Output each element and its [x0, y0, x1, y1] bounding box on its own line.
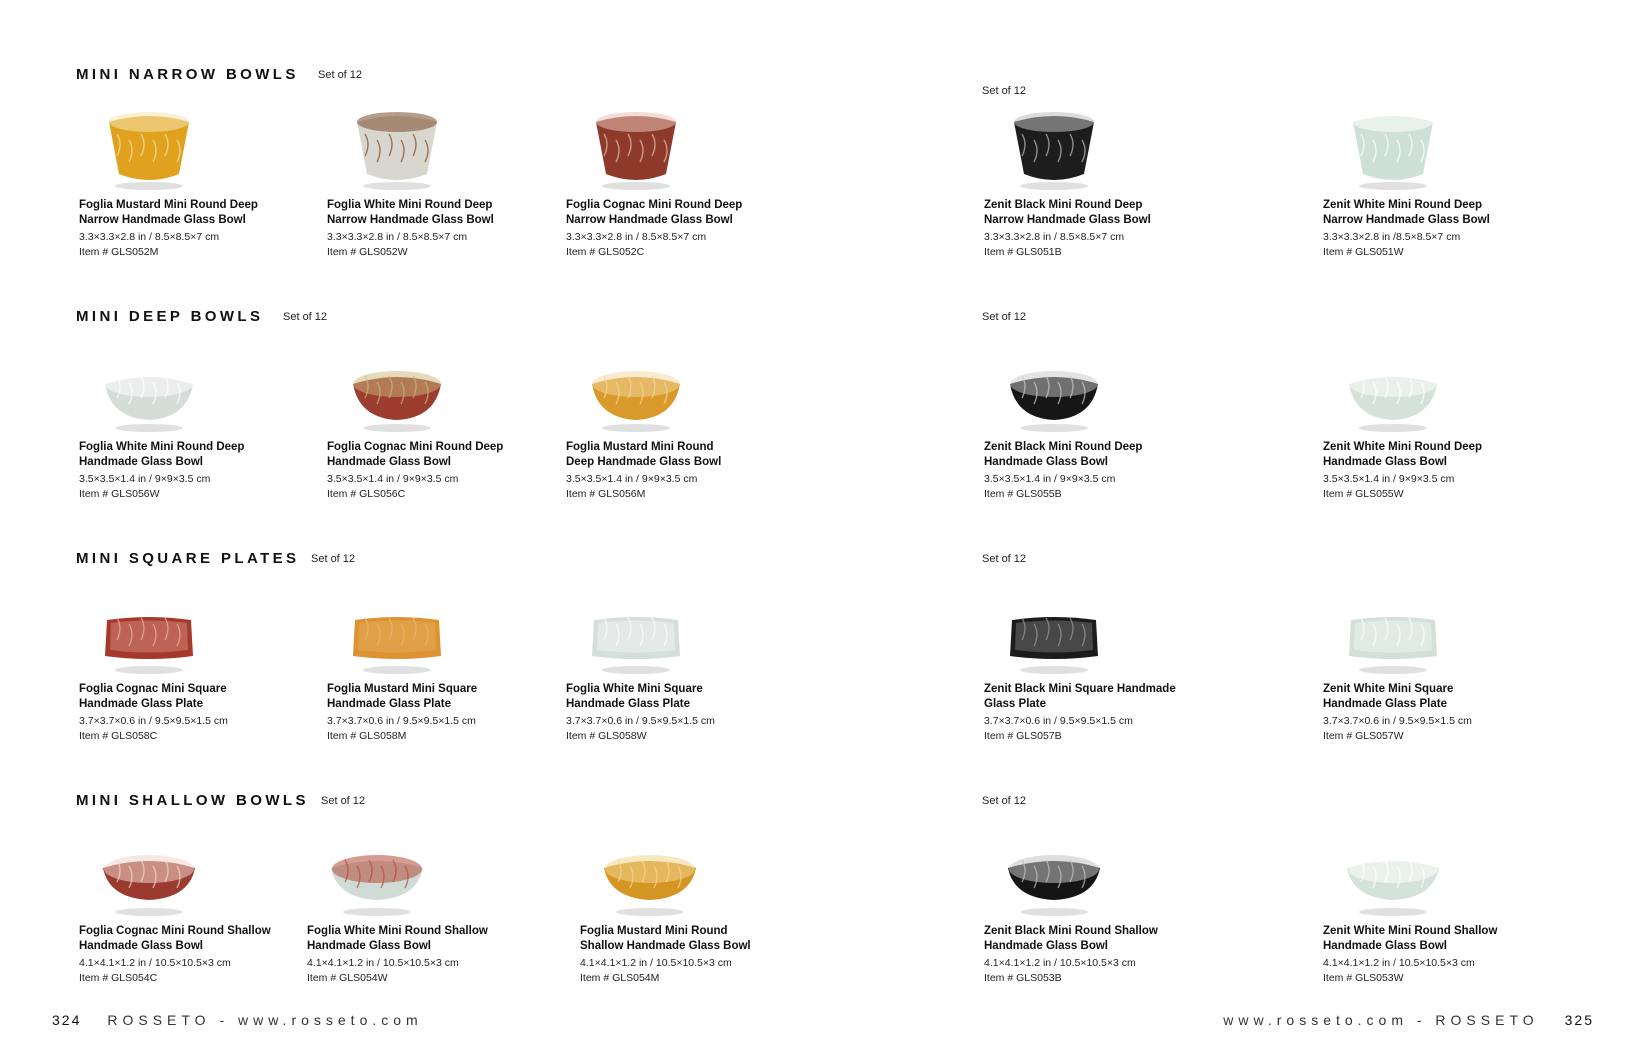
product-photo — [347, 106, 447, 192]
product-item-number: Item # GLS051B — [984, 246, 1062, 258]
product-card[interactable] — [1323, 348, 1533, 502]
product-dimensions: 3.3×3.3×2.8 in / 8.5×8.5×7 cm — [327, 231, 468, 243]
product-dimensions: 3.3×3.3×2.8 in / 8.5×8.5×7 cm — [79, 231, 220, 243]
product-item-number: Item # GLS054C — [79, 972, 158, 984]
footer-left — [52, 1012, 423, 1028]
product-name: Foglia Mustard Mini Round — [580, 925, 728, 937]
product-photo — [1343, 106, 1443, 192]
product-thumbnail[interactable] — [586, 590, 686, 676]
product-name-line2: Narrow Handmade Glass Bowl — [327, 214, 494, 226]
product-thumbnail[interactable] — [1343, 348, 1443, 434]
product-name-line2: Handmade Glass Bowl — [79, 456, 203, 468]
product-thumbnail[interactable] — [1343, 832, 1443, 918]
product-card[interactable] — [327, 106, 537, 260]
product-item-number: Item # GLS056M — [566, 488, 646, 500]
product-card[interactable] — [1323, 590, 1533, 744]
product-photo — [347, 590, 447, 676]
product-photo — [586, 590, 686, 676]
set-label-left: Set of 12 — [321, 795, 366, 807]
product-dimensions: 3.7×3.7×0.6 in / 9.5×9.5×1.5 cm — [327, 715, 476, 727]
product-card[interactable] — [79, 106, 289, 260]
product-dimensions: 3.3×3.3×2.8 in / 8.5×8.5×7 cm — [984, 231, 1125, 243]
product-name: Zenit White Mini Round Deep — [1323, 441, 1483, 453]
product-card[interactable] — [984, 106, 1194, 260]
product-photo — [1004, 106, 1104, 192]
product-photo — [1343, 832, 1443, 918]
set-label-right: Set of 12 — [982, 553, 1027, 565]
product-thumbnail[interactable] — [600, 832, 700, 918]
product-thumbnail[interactable] — [1004, 106, 1104, 192]
product-name-line2: Narrow Handmade Glass Bowl — [1323, 214, 1490, 226]
product-thumbnail[interactable] — [99, 832, 199, 918]
product-card[interactable] — [307, 832, 517, 986]
product-card[interactable] — [1323, 106, 1533, 260]
footer-right — [1223, 1012, 1594, 1028]
section-title: MINI SQUARE PLATES — [76, 550, 300, 567]
product-thumbnail[interactable] — [327, 832, 427, 918]
product-card[interactable] — [327, 590, 537, 744]
section-title: MINI DEEP BOWLS — [76, 308, 264, 325]
product-name: Zenit Black Mini Round Deep — [984, 199, 1143, 211]
product-name-line2: Handmade Glass Bowl — [79, 940, 203, 952]
product-name: Zenit Black Mini Round Deep — [984, 441, 1143, 453]
section-title: MINI NARROW BOWLS — [76, 66, 299, 83]
product-photo — [1004, 832, 1104, 918]
product-name-line2: Narrow Handmade Glass Bowl — [984, 214, 1151, 226]
product-card[interactable] — [79, 832, 289, 986]
product-photo — [1004, 348, 1104, 434]
product-name: Zenit Black Mini Square Handmade — [984, 683, 1176, 695]
product-photo — [600, 832, 700, 918]
product-dimensions: 3.7×3.7×0.6 in / 9.5×9.5×1.5 cm — [566, 715, 715, 727]
product-name-line2: Handmade Glass Plate — [327, 698, 451, 710]
product-dimensions: 4.1×4.1×1.2 in / 10.5×10.5×3 cm — [1323, 957, 1475, 969]
product-thumbnail[interactable] — [99, 106, 199, 192]
product-item-number: Item # GLS055W — [1323, 488, 1404, 500]
product-name-line2: Handmade Glass Bowl — [327, 456, 451, 468]
product-name-line2: Handmade Glass Plate — [566, 698, 690, 710]
product-photo — [1004, 590, 1104, 676]
product-card[interactable] — [566, 348, 776, 502]
product-name-line2: Narrow Handmade Glass Bowl — [566, 214, 733, 226]
product-name: Foglia White Mini Round Deep — [327, 199, 493, 211]
product-name: Foglia Mustard Mini Round Deep — [79, 199, 258, 211]
set-label-left: Set of 12 — [283, 311, 328, 323]
set-label-right: Set of 12 — [982, 795, 1027, 807]
product-name: Foglia White Mini Round Shallow — [307, 925, 488, 937]
product-item-number: Item # GLS052C — [566, 246, 645, 258]
product-item-number: Item # GLS054W — [307, 972, 388, 984]
footer-brand-left: ROSSETO - www.rosseto.com — [107, 1012, 423, 1028]
product-card[interactable] — [984, 590, 1194, 744]
product-thumbnail[interactable] — [1004, 832, 1104, 918]
product-photo — [586, 106, 686, 192]
product-dimensions: 3.5×3.5×1.4 in / 9×9×3.5 cm — [79, 473, 211, 485]
page-number-right: 325 — [1564, 1012, 1594, 1028]
set-label-left: Set of 12 — [311, 553, 356, 565]
product-name-line2: Handmade Glass Bowl — [1323, 940, 1447, 952]
product-thumbnail[interactable] — [1004, 590, 1104, 676]
product-item-number: Item # GLS051W — [1323, 246, 1404, 258]
product-card[interactable] — [1323, 832, 1533, 986]
product-photo — [347, 348, 447, 434]
product-thumbnail[interactable] — [347, 590, 447, 676]
product-item-number: Item # GLS057B — [984, 730, 1062, 742]
product-name-line2: Handmade Glass Plate — [1323, 698, 1447, 710]
product-name-line2: Deep Handmade Glass Bowl — [566, 456, 722, 468]
product-dimensions: 3.5×3.5×1.4 in / 9×9×3.5 cm — [984, 473, 1116, 485]
product-card[interactable] — [79, 348, 289, 502]
product-name: Zenit White Mini Square — [1323, 683, 1454, 695]
product-photo — [1343, 590, 1443, 676]
product-card[interactable] — [984, 348, 1194, 502]
product-photo — [99, 832, 199, 918]
product-item-number: Item # GLS052M — [79, 246, 159, 258]
product-dimensions: 3.3×3.3×2.8 in /8.5×8.5×7 cm — [1323, 231, 1461, 243]
product-dimensions: 3.7×3.7×0.6 in / 9.5×9.5×1.5 cm — [1323, 715, 1472, 727]
product-item-number: Item # GLS052W — [327, 246, 408, 258]
product-dimensions: 3.7×3.7×0.6 in / 9.5×9.5×1.5 cm — [984, 715, 1133, 727]
product-item-number: Item # GLS058C — [79, 730, 158, 742]
product-name: Foglia Cognac Mini Round Deep — [327, 441, 504, 453]
product-name-line2: Shallow Handmade Glass Bowl — [580, 940, 751, 952]
set-label-left: Set of 12 — [318, 69, 363, 81]
product-thumbnail[interactable] — [1004, 348, 1104, 434]
page-number-left: 324 — [52, 1012, 82, 1028]
product-name-line2: Glass Plate — [984, 698, 1047, 710]
product-name: Foglia Mustard Mini Round — [566, 441, 714, 453]
product-name: Foglia White Mini Square — [566, 683, 703, 695]
product-card[interactable] — [566, 106, 776, 260]
section-title: MINI SHALLOW BOWLS — [76, 792, 309, 809]
product-name: Zenit Black Mini Round Shallow — [984, 925, 1158, 937]
product-name-line2: Handmade Glass Bowl — [984, 456, 1108, 468]
product-dimensions: 4.1×4.1×1.2 in / 10.5×10.5×3 cm — [984, 957, 1136, 969]
set-label-right: Set of 12 — [982, 85, 1027, 97]
product-name: Foglia Cognac Mini Round Deep — [566, 199, 743, 211]
product-name: Zenit White Mini Round Shallow — [1323, 925, 1498, 937]
product-photo — [99, 590, 199, 676]
product-item-number: Item # GLS053W — [1323, 972, 1404, 984]
product-item-number: Item # GLS056W — [79, 488, 160, 500]
product-dimensions: 3.5×3.5×1.4 in / 9×9×3.5 cm — [327, 473, 459, 485]
product-photo — [1343, 348, 1443, 434]
product-item-number: Item # GLS053B — [984, 972, 1062, 984]
product-dimensions: 3.7×3.7×0.6 in / 9.5×9.5×1.5 cm — [79, 715, 228, 727]
product-thumbnail[interactable] — [347, 106, 447, 192]
set-label-right: Set of 12 — [982, 311, 1027, 323]
product-item-number: Item # GLS058W — [566, 730, 647, 742]
product-thumbnail[interactable] — [99, 348, 199, 434]
product-photo — [586, 348, 686, 434]
product-name-line2: Narrow Handmade Glass Bowl — [79, 214, 246, 226]
product-thumbnail[interactable] — [347, 348, 447, 434]
product-name-line2: Handmade Glass Bowl — [307, 940, 431, 952]
product-name: Zenit White Mini Round Deep — [1323, 199, 1483, 211]
product-thumbnail[interactable] — [586, 106, 686, 192]
product-item-number: Item # GLS055B — [984, 488, 1062, 500]
product-card[interactable] — [79, 590, 289, 744]
product-name: Foglia White Mini Round Deep — [79, 441, 245, 453]
product-dimensions: 3.5×3.5×1.4 in / 9×9×3.5 cm — [1323, 473, 1455, 485]
product-card[interactable] — [566, 590, 776, 744]
product-thumbnail[interactable] — [586, 348, 686, 434]
product-card[interactable] — [327, 348, 537, 502]
product-card[interactable] — [984, 832, 1194, 986]
product-name-line2: Handmade Glass Bowl — [984, 940, 1108, 952]
product-name-line2: Handmade Glass Bowl — [1323, 456, 1447, 468]
product-photo — [327, 832, 427, 918]
product-dimensions: 4.1×4.1×1.2 in / 10.5×10.5×3 cm — [307, 957, 459, 969]
footer-brand-right: www.rosseto.com - ROSSETO — [1223, 1012, 1539, 1028]
product-name: Foglia Cognac Mini Square — [79, 683, 227, 695]
product-dimensions: 3.5×3.5×1.4 in / 9×9×3.5 cm — [566, 473, 698, 485]
product-item-number: Item # GLS057W — [1323, 730, 1404, 742]
product-thumbnail[interactable] — [99, 590, 199, 676]
product-name: Foglia Mustard Mini Square — [327, 683, 478, 695]
product-dimensions: 4.1×4.1×1.2 in / 10.5×10.5×3 cm — [79, 957, 231, 969]
product-name: Foglia Cognac Mini Round Shallow — [79, 925, 271, 937]
product-dimensions: 3.3×3.3×2.8 in / 8.5×8.5×7 cm — [566, 231, 707, 243]
product-photo — [99, 106, 199, 192]
product-dimensions: 4.1×4.1×1.2 in / 10.5×10.5×3 cm — [580, 957, 732, 969]
product-name-line2: Handmade Glass Plate — [79, 698, 203, 710]
product-thumbnail[interactable] — [1343, 106, 1443, 192]
product-item-number: Item # GLS056C — [327, 488, 406, 500]
product-item-number: Item # GLS058M — [327, 730, 407, 742]
product-thumbnail[interactable] — [1343, 590, 1443, 676]
product-photo — [99, 348, 199, 434]
product-card[interactable] — [580, 832, 790, 986]
product-item-number: Item # GLS054M — [580, 972, 660, 984]
